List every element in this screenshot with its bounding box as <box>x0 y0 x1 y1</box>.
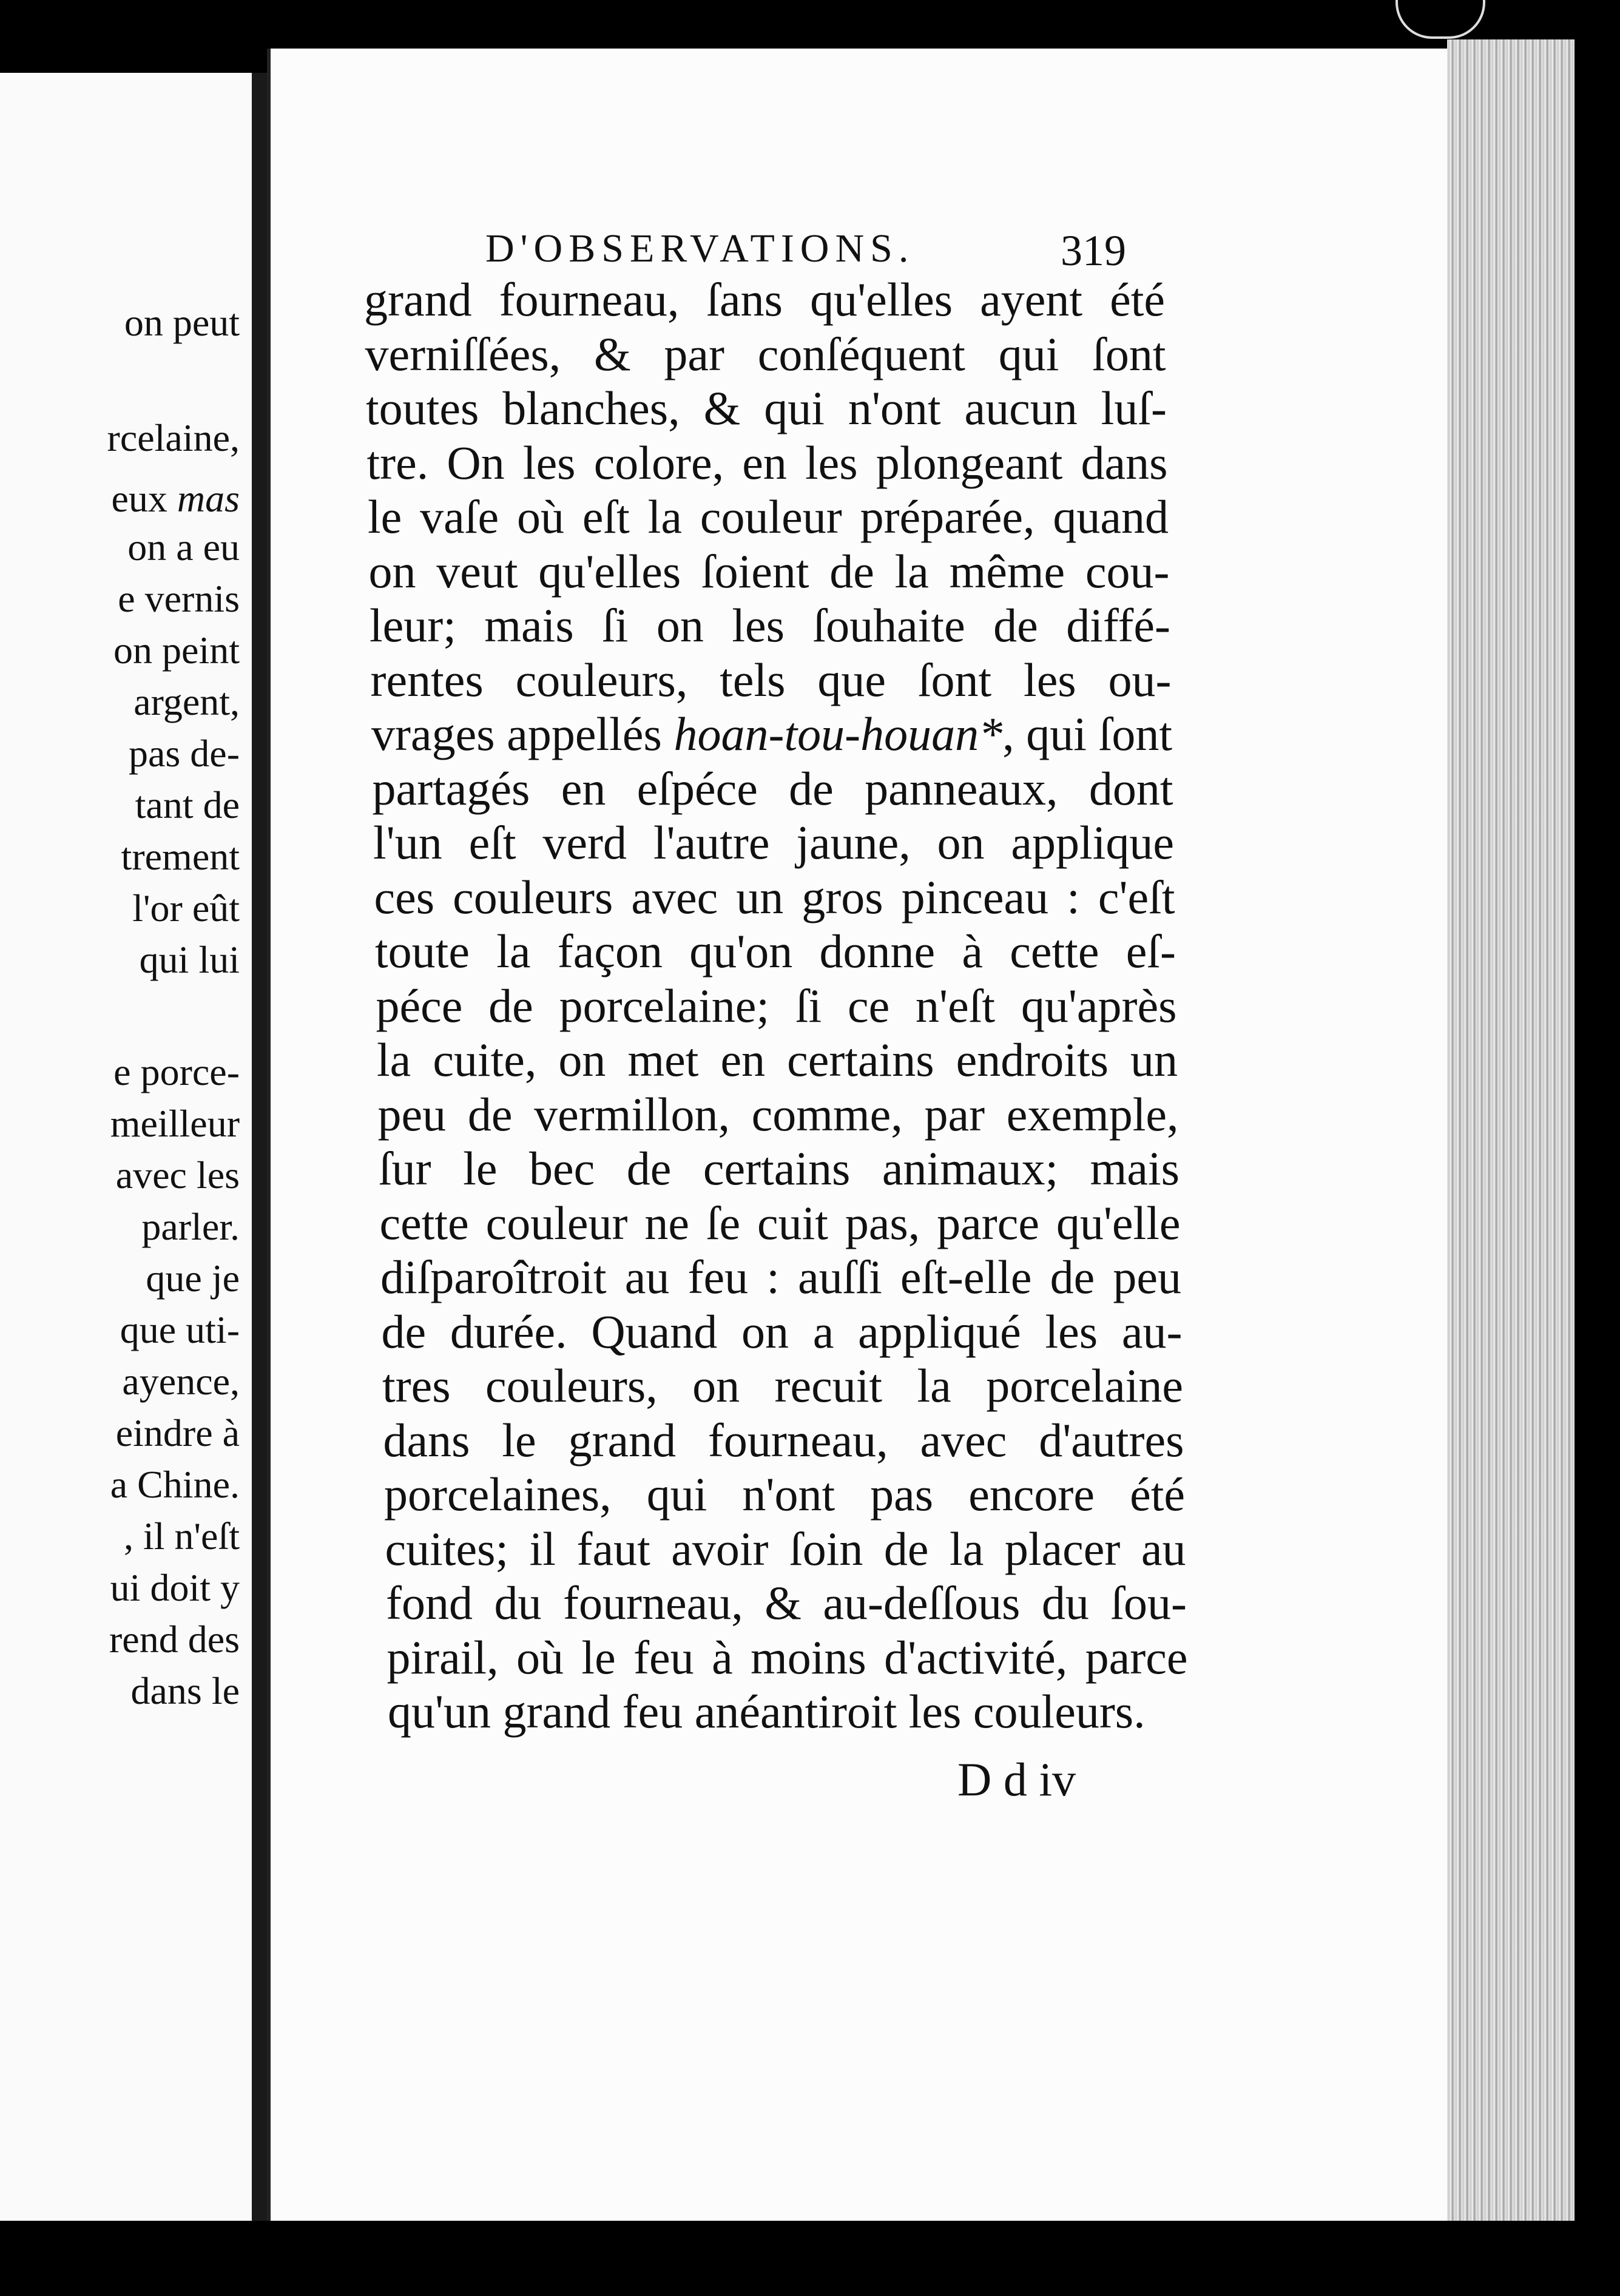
left-page-line: ayence, <box>122 1360 240 1403</box>
text-line: tre. On les colore, en les plongeant dans <box>366 436 1168 489</box>
left-page-line: on a eu <box>127 525 240 569</box>
text-line: partagés en eſpéce de panneaux, dont <box>372 762 1173 815</box>
page-edges <box>1447 39 1574 2221</box>
left-page-line: meilleur <box>110 1102 240 1145</box>
left-page-line: rend des <box>109 1618 240 1661</box>
running-head: D'OBSERVATIONS. <box>485 226 915 271</box>
text-line: péce de porcelaine; ſi ce n'eſt qu'après <box>376 979 1177 1032</box>
left-page-line: ui doit y <box>110 1566 240 1609</box>
left-page-line: que je <box>146 1257 240 1300</box>
text-line: verniſſées, & par conſéquent qui ſont <box>365 328 1166 380</box>
left-page-line: trement <box>121 835 240 878</box>
left-page-line: argent, <box>133 680 240 723</box>
text-line: cuites; il faut avoir ſoin de la placer au <box>385 1522 1186 1575</box>
text-line: tres couleurs, on recuit la porcelaine <box>382 1359 1183 1412</box>
text-line: fond du fourneau, & au-deſſous du ſou- <box>386 1576 1187 1629</box>
text-line: pirail, où le feu à moins d'activité, parce <box>386 1631 1188 1684</box>
text-line: rentes couleurs, tels que ſont les ou- <box>370 653 1172 706</box>
text-line: leur; mais ſi on les ſouhaite de diffé- <box>370 599 1170 652</box>
left-page-line: dans le <box>130 1669 240 1712</box>
text-line: ſur le bec de certains animaux; mais <box>379 1142 1180 1195</box>
clip-mark <box>1396 0 1485 39</box>
left-facing-page <box>0 73 258 2233</box>
text-line: qu'un grand feu anéantiroit les couleurs. <box>388 1685 1146 1738</box>
text-line: grand fourneau, ſans qu'elles ayent été <box>364 273 1165 326</box>
left-page-line: rcelaine, <box>107 416 240 459</box>
text-line: ces couleurs avec un gros pinceau : c'eſt <box>374 871 1175 923</box>
left-page-line: l'or eût <box>132 886 240 930</box>
text-line: toutes blanches, & qui n'ont aucun luſ- <box>366 382 1167 434</box>
left-page-line: on peut <box>124 301 240 344</box>
text-line: dans le grand fourneau, avec d'autres <box>383 1414 1184 1467</box>
text-line: le vaſe où eſt la couleur préparée, quand <box>368 490 1169 543</box>
text-line: porcelaines, qui n'ont pas encore été <box>384 1468 1185 1521</box>
text-line: toute la façon qu'on donne à cette eſ- <box>375 925 1176 977</box>
italic-term: hoan-tou-houan* <box>673 707 1003 760</box>
left-page-line: pas de- <box>128 732 240 775</box>
background-bottom <box>0 2221 1620 2296</box>
text-line: peu de vermillon, comme, par exemple, <box>377 1088 1179 1141</box>
signature-mark: D d iv <box>957 1753 1076 1806</box>
left-page-line: tant de <box>135 783 240 826</box>
book-gutter <box>252 73 267 2221</box>
text-line: l'un eſt verd l'autre jaune, on applique <box>373 816 1174 869</box>
left-page-line: e porce- <box>113 1050 240 1093</box>
text-line: la cuite, on met en certains endroits un <box>377 1033 1178 1086</box>
left-page-line: que uti- <box>120 1308 240 1351</box>
text-line: de durée. Quand on a appliqué les au- <box>381 1305 1183 1358</box>
left-page-line: , il n'eſt <box>123 1514 240 1558</box>
left-page-line: parler. <box>141 1205 240 1248</box>
left-page-line: a Chine. <box>110 1463 240 1506</box>
text-line: vrages appellés hoan-tou-houan*, qui ſont <box>371 707 1172 760</box>
left-page-line: avec les <box>115 1153 240 1197</box>
text-line: diſparoîtroit au feu : auſſi eſt-elle de peu <box>380 1251 1181 1303</box>
left-page-line: on peint <box>113 629 240 672</box>
text-line: cette couleur ne ſe cuit pas, parce qu'elle <box>379 1197 1181 1249</box>
text-line: on veut qu'elles ſoient de la même cou- <box>368 545 1170 598</box>
background-right <box>1574 39 1620 2221</box>
left-page-line: eux mas <box>111 477 240 520</box>
left-page-line: qui lui <box>139 938 240 981</box>
page-number: 319 <box>1061 226 1126 275</box>
left-page-line: eindre à <box>115 1411 240 1454</box>
left-page-line: e vernis <box>118 577 240 620</box>
